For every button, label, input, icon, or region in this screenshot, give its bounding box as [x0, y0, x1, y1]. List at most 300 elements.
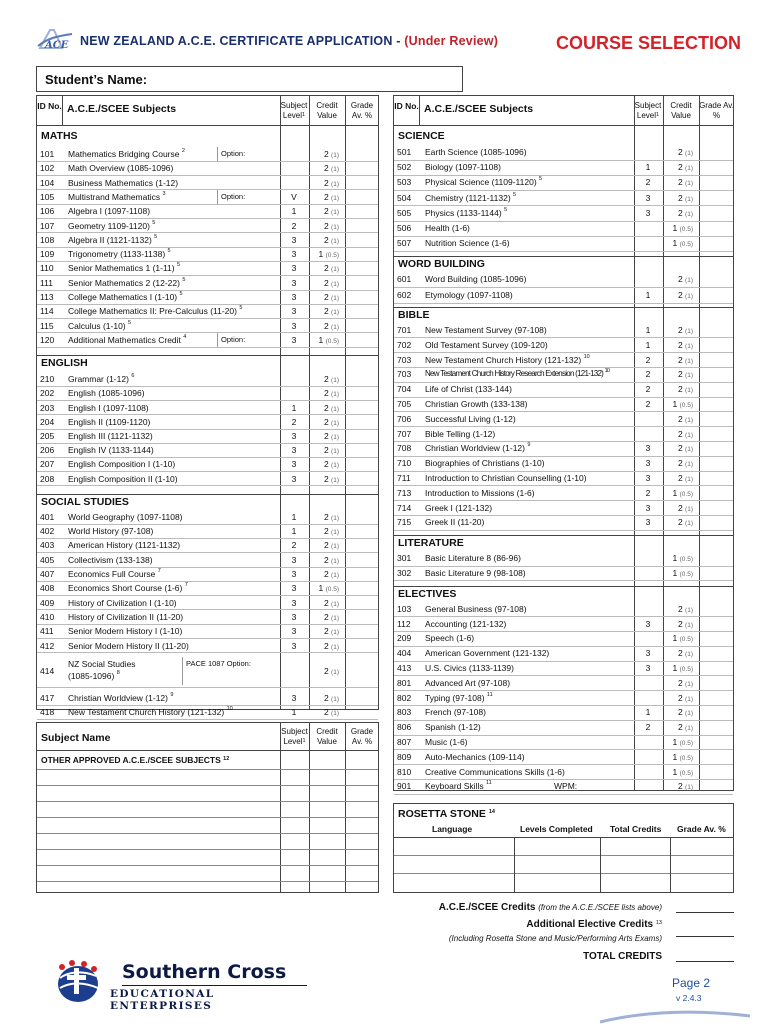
grade-field[interactable] — [346, 610, 378, 624]
total-credits-label: TOTAL CREDITS — [583, 951, 662, 962]
grade-field[interactable] — [346, 176, 378, 190]
course-id: 801 — [397, 677, 412, 688]
subject-level: 1 — [645, 289, 651, 300]
course-name: English I (1097-1108) — [68, 402, 149, 413]
course-row — [37, 233, 378, 247]
grade-field[interactable] — [346, 147, 378, 161]
subject-level: 2 — [645, 487, 651, 498]
subject-level: 1 — [291, 402, 297, 413]
version-label: v 2.4.3 — [676, 993, 702, 1003]
course-row — [394, 779, 733, 793]
credit-value: 2 (1) — [323, 597, 339, 608]
course-name: College Mathematics II: Pre-Calculus (11-20) $^5$ — [68, 305, 243, 317]
course-id: 715 — [397, 517, 412, 528]
course-id: 115 — [40, 320, 54, 331]
credit-value: 2 (1) — [323, 445, 339, 456]
grade-field[interactable] — [700, 272, 732, 286]
id-header: ID No. — [37, 96, 63, 125]
course-name: Grammar (1-12) $^6$ — [68, 373, 135, 385]
course-name: French (97-108) — [425, 707, 486, 718]
course-name: Multistrand Mathematics $^3$ — [68, 190, 166, 202]
course-name: Math Overview (1085-1096) — [68, 163, 174, 174]
subject-header: A.C.E./SCEE Subjects — [424, 103, 534, 115]
course-name: Basic Literature 8 (86-96) — [425, 553, 521, 564]
course-name: Introduction to Christian Counselling (1-10) — [425, 473, 587, 483]
course-id: 901 — [397, 781, 412, 792]
course-id: 503 — [397, 177, 412, 188]
additional-credits-label: Additional Elective Credits $^{13}$ — [526, 919, 662, 930]
course-id: 713 — [397, 487, 412, 498]
course-id: 506 — [397, 223, 412, 233]
course-name: Speech (1-6) — [425, 633, 475, 644]
grade-field[interactable] — [700, 338, 732, 352]
brand-subtitle: EDUCATIONAL ENTERPRISES — [110, 988, 215, 1012]
grade-header: Grade Av. % — [350, 101, 374, 120]
credit-value: 2 (1) — [677, 443, 693, 454]
course-row — [37, 553, 378, 567]
course-row — [37, 691, 378, 705]
grade-field[interactable] — [700, 412, 732, 426]
rosetta-levels-header: Levels Completed — [520, 824, 593, 834]
grade-field[interactable] — [346, 319, 378, 333]
grade-field[interactable] — [700, 676, 732, 690]
course-row — [394, 646, 733, 660]
grade-field[interactable] — [700, 765, 732, 779]
student-name-field[interactable] — [36, 66, 463, 92]
total-credits-field[interactable] — [676, 961, 734, 962]
course-row — [37, 567, 378, 581]
page-title — [80, 34, 498, 48]
rosetta-total-header: Total Credits — [610, 824, 662, 834]
credit-value: 2 (1) — [323, 611, 339, 622]
grade-field[interactable] — [346, 190, 378, 204]
grade-field[interactable] — [700, 382, 732, 396]
grade-field[interactable] — [346, 524, 378, 538]
grade-field[interactable] — [346, 596, 378, 610]
grade-field[interactable] — [346, 553, 378, 567]
course-row — [394, 323, 733, 337]
course-id: 702 — [397, 339, 412, 350]
course-id: 302 — [397, 568, 412, 578]
grade-field[interactable] — [700, 617, 732, 631]
course-row — [37, 538, 378, 552]
grade-field[interactable] — [346, 233, 378, 247]
course-name: Chemistry (1121-1132) $^5$ — [425, 191, 517, 203]
course-row — [37, 524, 378, 538]
subject-level: 2 — [645, 354, 651, 365]
subject-level: 3 — [291, 306, 297, 317]
course-name: English (1085-1096) — [68, 388, 145, 399]
credit-value: 2 (1) — [677, 473, 693, 483]
course-id: 208 — [40, 473, 55, 484]
course-name: History of Civilization II (11-20) — [68, 611, 184, 622]
course-row — [394, 661, 733, 675]
course-id: 505 — [397, 207, 412, 218]
credit-value: 2 (1) — [677, 502, 693, 513]
course-row — [394, 691, 733, 705]
subject-level: 3 — [291, 554, 297, 565]
subject-level: 3 — [645, 502, 651, 513]
grade-field[interactable] — [700, 735, 732, 749]
subject-level: 3 — [291, 249, 297, 260]
course-id: 105 — [40, 191, 55, 202]
course-row — [37, 176, 378, 190]
credit-value: 2 (1) — [677, 147, 693, 157]
subject-level: 1 — [291, 707, 297, 718]
grade-field[interactable] — [346, 705, 378, 719]
credit-value: 2 (1) — [323, 374, 339, 385]
course-name: History of Civilization I (1-10) — [68, 597, 177, 608]
course-row — [394, 397, 733, 411]
credit-value: 2 (1) — [677, 413, 693, 424]
subject-level: 3 — [291, 640, 297, 651]
course-name: Nutrition Science (1-6) — [425, 238, 510, 249]
option-field[interactable]: Option: — [217, 190, 280, 204]
section-heading: WORD BUILDING — [394, 256, 733, 271]
grade-field[interactable] — [346, 247, 378, 261]
grade-field[interactable] — [346, 581, 378, 595]
section-heading: SOCIAL STUDIES — [37, 494, 378, 509]
credit-value: 1 (0.5) — [672, 633, 693, 644]
grade-field[interactable] — [700, 486, 732, 500]
course-selection-title: COURSE SELECTION — [556, 33, 742, 53]
course-row — [394, 175, 733, 189]
subject-level: 2 — [291, 416, 297, 427]
credit-value: 2 (1) — [323, 665, 339, 676]
subject-level: 3 — [291, 431, 297, 441]
credit-value: 2 (1) — [323, 292, 339, 302]
grade-field[interactable] — [346, 691, 378, 705]
section-heading: ENGLISH — [37, 355, 378, 370]
course-id: 412 — [40, 640, 55, 651]
subject-level: 3 — [645, 473, 651, 483]
course-name-line2: (1085-1096) $^8$ — [68, 669, 120, 681]
grade-field[interactable] — [700, 705, 732, 719]
grade-field[interactable] — [700, 456, 732, 470]
grade-field[interactable] — [346, 401, 378, 415]
credit-value: 2 (1) — [323, 320, 339, 331]
credit-value: 1 (0.5) — [672, 238, 693, 249]
credit-value: 2 (1) — [323, 526, 339, 537]
credit-header: Credit Value — [316, 101, 338, 120]
course-id: 103 — [397, 603, 412, 614]
course-name: Algebra II (1121-1132) $^5$ — [68, 233, 158, 245]
subject-level: 1 — [291, 206, 297, 217]
course-row — [394, 441, 733, 455]
grade-field[interactable] — [346, 624, 378, 638]
course-id: 202 — [40, 388, 55, 399]
grade-field[interactable] — [346, 457, 378, 471]
additional-credits-field[interactable] — [676, 936, 734, 937]
course-id: 113 — [40, 292, 54, 302]
course-id: 106 — [40, 206, 55, 217]
subject-level: 2 — [291, 540, 297, 551]
course-id: 703 — [397, 369, 412, 380]
credit-value: 2 (1) — [323, 431, 339, 441]
course-id: 806 — [397, 722, 412, 733]
grade-field[interactable] — [700, 145, 732, 159]
grade-field[interactable] — [700, 323, 732, 337]
other-approved-panel — [36, 722, 379, 893]
course-name: Word Building (1085-1096) — [425, 274, 527, 285]
course-row — [37, 161, 378, 175]
course-name: College Mathematics I (1-10) $^5$ — [68, 291, 183, 302]
grade-field[interactable] — [700, 367, 732, 381]
grade-field[interactable] — [346, 472, 378, 486]
subject-level: 2 — [645, 384, 651, 395]
course-row — [394, 765, 733, 779]
grade-field[interactable] — [700, 427, 732, 441]
course-name: Accounting (121-132) — [425, 618, 507, 629]
course-row — [37, 147, 378, 161]
subject-header: A.C.E./SCEE Subjects — [67, 103, 177, 115]
credit-value: 2 (1) — [323, 640, 339, 651]
grade-field[interactable] — [700, 661, 732, 675]
course-id: 109 — [40, 249, 55, 260]
course-row — [37, 472, 378, 486]
grade-field[interactable] — [346, 372, 378, 386]
credit-value: 1 (0.5) — [672, 399, 693, 409]
course-row — [37, 304, 378, 318]
credit-header: Credit Value — [670, 101, 692, 120]
subject-level: 3 — [645, 517, 651, 528]
grade-field[interactable] — [346, 415, 378, 429]
grade-field[interactable] — [700, 471, 732, 485]
section-heading: ELECTIVES — [394, 586, 733, 601]
credit-value: 1 (0.5) — [672, 487, 693, 498]
course-row — [37, 333, 378, 347]
course-row — [394, 705, 733, 719]
grade-field[interactable] — [346, 276, 378, 290]
subject-level: 3 — [291, 292, 297, 302]
course-row — [394, 272, 733, 286]
credit-value: 2 (1) — [323, 163, 339, 174]
grade-field[interactable] — [346, 639, 378, 653]
course-name: English III (1121-1132) — [68, 431, 153, 441]
course-name: Economics Full Course $^7$ — [68, 568, 161, 579]
course-row — [394, 602, 733, 616]
grade-field[interactable] — [346, 567, 378, 581]
ace-credits-field[interactable] — [676, 912, 734, 913]
section-heading: SCIENCE — [398, 130, 445, 142]
credit-value: 1 (0.5) — [672, 553, 693, 564]
course-name: Business Mathematics (1-12) — [68, 177, 179, 188]
credit-value: 2 (1) — [677, 648, 693, 659]
course-row — [37, 372, 378, 386]
grade-field[interactable] — [700, 441, 732, 455]
course-name: New Testament Survey (97-108) — [425, 325, 547, 335]
subject-level: 3 — [291, 597, 297, 608]
option-field[interactable]: Option: — [217, 333, 280, 347]
grade-field[interactable] — [346, 219, 378, 233]
course-id: 507 — [397, 238, 412, 249]
course-row — [37, 319, 378, 333]
course-name: Economics Short Course (1-6) $^7$ — [68, 582, 188, 594]
course-id: 409 — [40, 597, 55, 608]
grade-field[interactable] — [700, 175, 732, 189]
course-name: English IV (1133-1144) — [68, 445, 154, 456]
course-name: Trigonometry (1133-1138) $^5$ — [68, 248, 171, 260]
additional-credits-note: (Including Rosetta Stone and Music/Performing Arts Exams) — [448, 934, 662, 943]
course-row — [37, 261, 378, 275]
course-name: Greek I (121-132) — [425, 502, 493, 513]
grade-field[interactable] — [700, 551, 732, 565]
grade-field[interactable] — [700, 221, 732, 235]
course-name: Basic Literature 9 (98-108) — [425, 568, 526, 578]
grade-field[interactable] — [346, 290, 378, 304]
grade-field[interactable] — [346, 204, 378, 218]
grade-field[interactable] — [700, 191, 732, 205]
course-name: Earth Science (1085-1096) — [425, 147, 527, 157]
course-row — [394, 676, 733, 690]
grade-field[interactable] — [346, 333, 378, 347]
section-heading: LITERATURE — [394, 535, 733, 550]
subject-level: 3 — [291, 234, 297, 245]
course-id: 110 — [40, 263, 54, 274]
grade-field[interactable] — [700, 779, 732, 793]
wpm-field[interactable]: WPM: — [554, 781, 578, 792]
course-name: New Testament Church History Research Extension (121-132) $^{10}$ — [425, 368, 610, 379]
course-id: 602 — [397, 289, 412, 300]
grade-field[interactable] — [700, 160, 732, 174]
grade-field[interactable] — [700, 691, 732, 705]
course-id: 104 — [40, 177, 55, 188]
course-row — [394, 471, 733, 485]
grade-field[interactable] — [346, 161, 378, 175]
pace-option-field[interactable]: PACE 1087 Option: — [182, 657, 280, 685]
credit-value: 2 (1) — [677, 692, 693, 703]
credit-value: 2 (1) — [677, 207, 693, 218]
course-row — [394, 750, 733, 764]
course-id: 205 — [40, 431, 55, 441]
grade-field[interactable] — [346, 510, 378, 524]
credit-value: 2 (1) — [323, 540, 339, 551]
course-name: World History (97-108) — [68, 526, 154, 537]
course-id: 802 — [397, 692, 412, 703]
course-row — [394, 631, 733, 645]
course-row — [394, 236, 733, 250]
grade-field[interactable] — [700, 236, 732, 250]
course-id: 206 — [40, 445, 55, 456]
course-row — [37, 510, 378, 524]
grade-field[interactable] — [700, 515, 732, 529]
grade-field[interactable] — [346, 538, 378, 552]
course-id: 203 — [40, 402, 55, 413]
course-id: 402 — [40, 526, 55, 537]
course-name: Auto-Mechanics (109-114) — [425, 751, 525, 762]
grade-field[interactable] — [700, 206, 732, 220]
course-name: Additional Mathematics Credit $^4$ — [68, 333, 187, 345]
course-id: 703 — [397, 354, 412, 365]
grade-field[interactable] — [700, 501, 732, 515]
grade-field[interactable] — [700, 566, 732, 580]
course-row — [394, 206, 733, 220]
ace-logo-text: ACE — [45, 40, 69, 51]
subject-level: 3 — [645, 648, 651, 659]
credit-value: 2 (1) — [677, 192, 693, 203]
course-name: Bible Telling (1-12) — [425, 428, 496, 439]
course-id: 810 — [397, 766, 412, 777]
course-id: 301 — [397, 553, 412, 564]
right-subject-panel — [393, 95, 734, 791]
credit-value: 2 (1) — [677, 781, 693, 792]
section-heading: BIBLE — [394, 307, 733, 322]
credit-value: 1 (0.5) — [672, 568, 693, 578]
course-row — [37, 596, 378, 610]
subject-level: 1 — [291, 526, 297, 537]
credit-value: 1 (0.5) — [672, 737, 693, 747]
course-name: Creative Communications Skills (1-6) — [425, 766, 565, 777]
grade-field[interactable] — [346, 443, 378, 457]
course-row — [37, 610, 378, 624]
credit-value: 2 (1) — [323, 234, 339, 245]
grade-field[interactable] — [346, 261, 378, 275]
course-name: Christian Worldview (1-12) $^9$ — [425, 442, 531, 454]
option-field[interactable]: Option: — [217, 147, 280, 161]
credit-value: 2 (1) — [323, 626, 339, 637]
grade-field[interactable] — [700, 750, 732, 764]
course-row — [394, 382, 733, 396]
subject-level: 3 — [645, 443, 651, 454]
credit-value: 2 (1) — [323, 149, 339, 159]
course-row — [394, 720, 733, 734]
grade-field[interactable] — [346, 304, 378, 318]
grade-field[interactable] — [700, 720, 732, 734]
grade-field[interactable] — [346, 429, 378, 443]
grade-field[interactable] — [700, 353, 732, 367]
course-id: 403 — [40, 540, 55, 551]
rosetta-title: ROSETTA STONE $^{14}$ — [398, 808, 495, 820]
course-id: 209 — [397, 633, 412, 644]
right-column-header — [394, 96, 733, 126]
course-id: 410 — [40, 611, 55, 622]
credit-value: 2 (1) — [323, 263, 339, 274]
credit-value: 2 (1) — [677, 289, 693, 300]
grade-field[interactable] — [700, 631, 732, 645]
grade-field[interactable] — [700, 602, 732, 616]
credit-value: 1 (0.5) — [672, 663, 693, 673]
subject-level: 3 — [291, 445, 297, 456]
course-id: 710 — [397, 458, 412, 469]
subject-level: 1 — [645, 707, 651, 718]
grade-field[interactable] — [700, 397, 732, 411]
left-subject-panel — [36, 95, 379, 718]
course-row — [37, 657, 378, 685]
grade-field[interactable] — [700, 646, 732, 660]
course-id: 707 — [397, 428, 412, 439]
grade-field[interactable] — [346, 386, 378, 400]
credit-value: 2 (1) — [323, 402, 339, 413]
subject-level: 3 — [645, 192, 651, 203]
course-id: 101 — [40, 149, 55, 159]
course-id: 107 — [40, 220, 55, 231]
subject-level: 1 — [645, 325, 651, 335]
course-name: Old Testament Survey (109-120) — [425, 339, 548, 350]
course-name: Biographies of Christians (1-10) — [425, 458, 545, 469]
subject-level: 1 — [645, 339, 651, 350]
credit-value: 2 (1) — [323, 388, 339, 399]
course-id: 803 — [397, 707, 412, 718]
course-row — [394, 551, 733, 565]
course-id: 401 — [40, 511, 55, 522]
course-name: English Composition I (1-10) — [68, 459, 176, 470]
course-id: 404 — [397, 648, 412, 659]
grade-field[interactable] — [700, 288, 732, 302]
course-id: 405 — [40, 554, 55, 565]
course-name: Algebra I (1097-1108) — [68, 206, 151, 217]
course-row — [394, 515, 733, 529]
credit-value: 2 (1) — [677, 722, 693, 733]
